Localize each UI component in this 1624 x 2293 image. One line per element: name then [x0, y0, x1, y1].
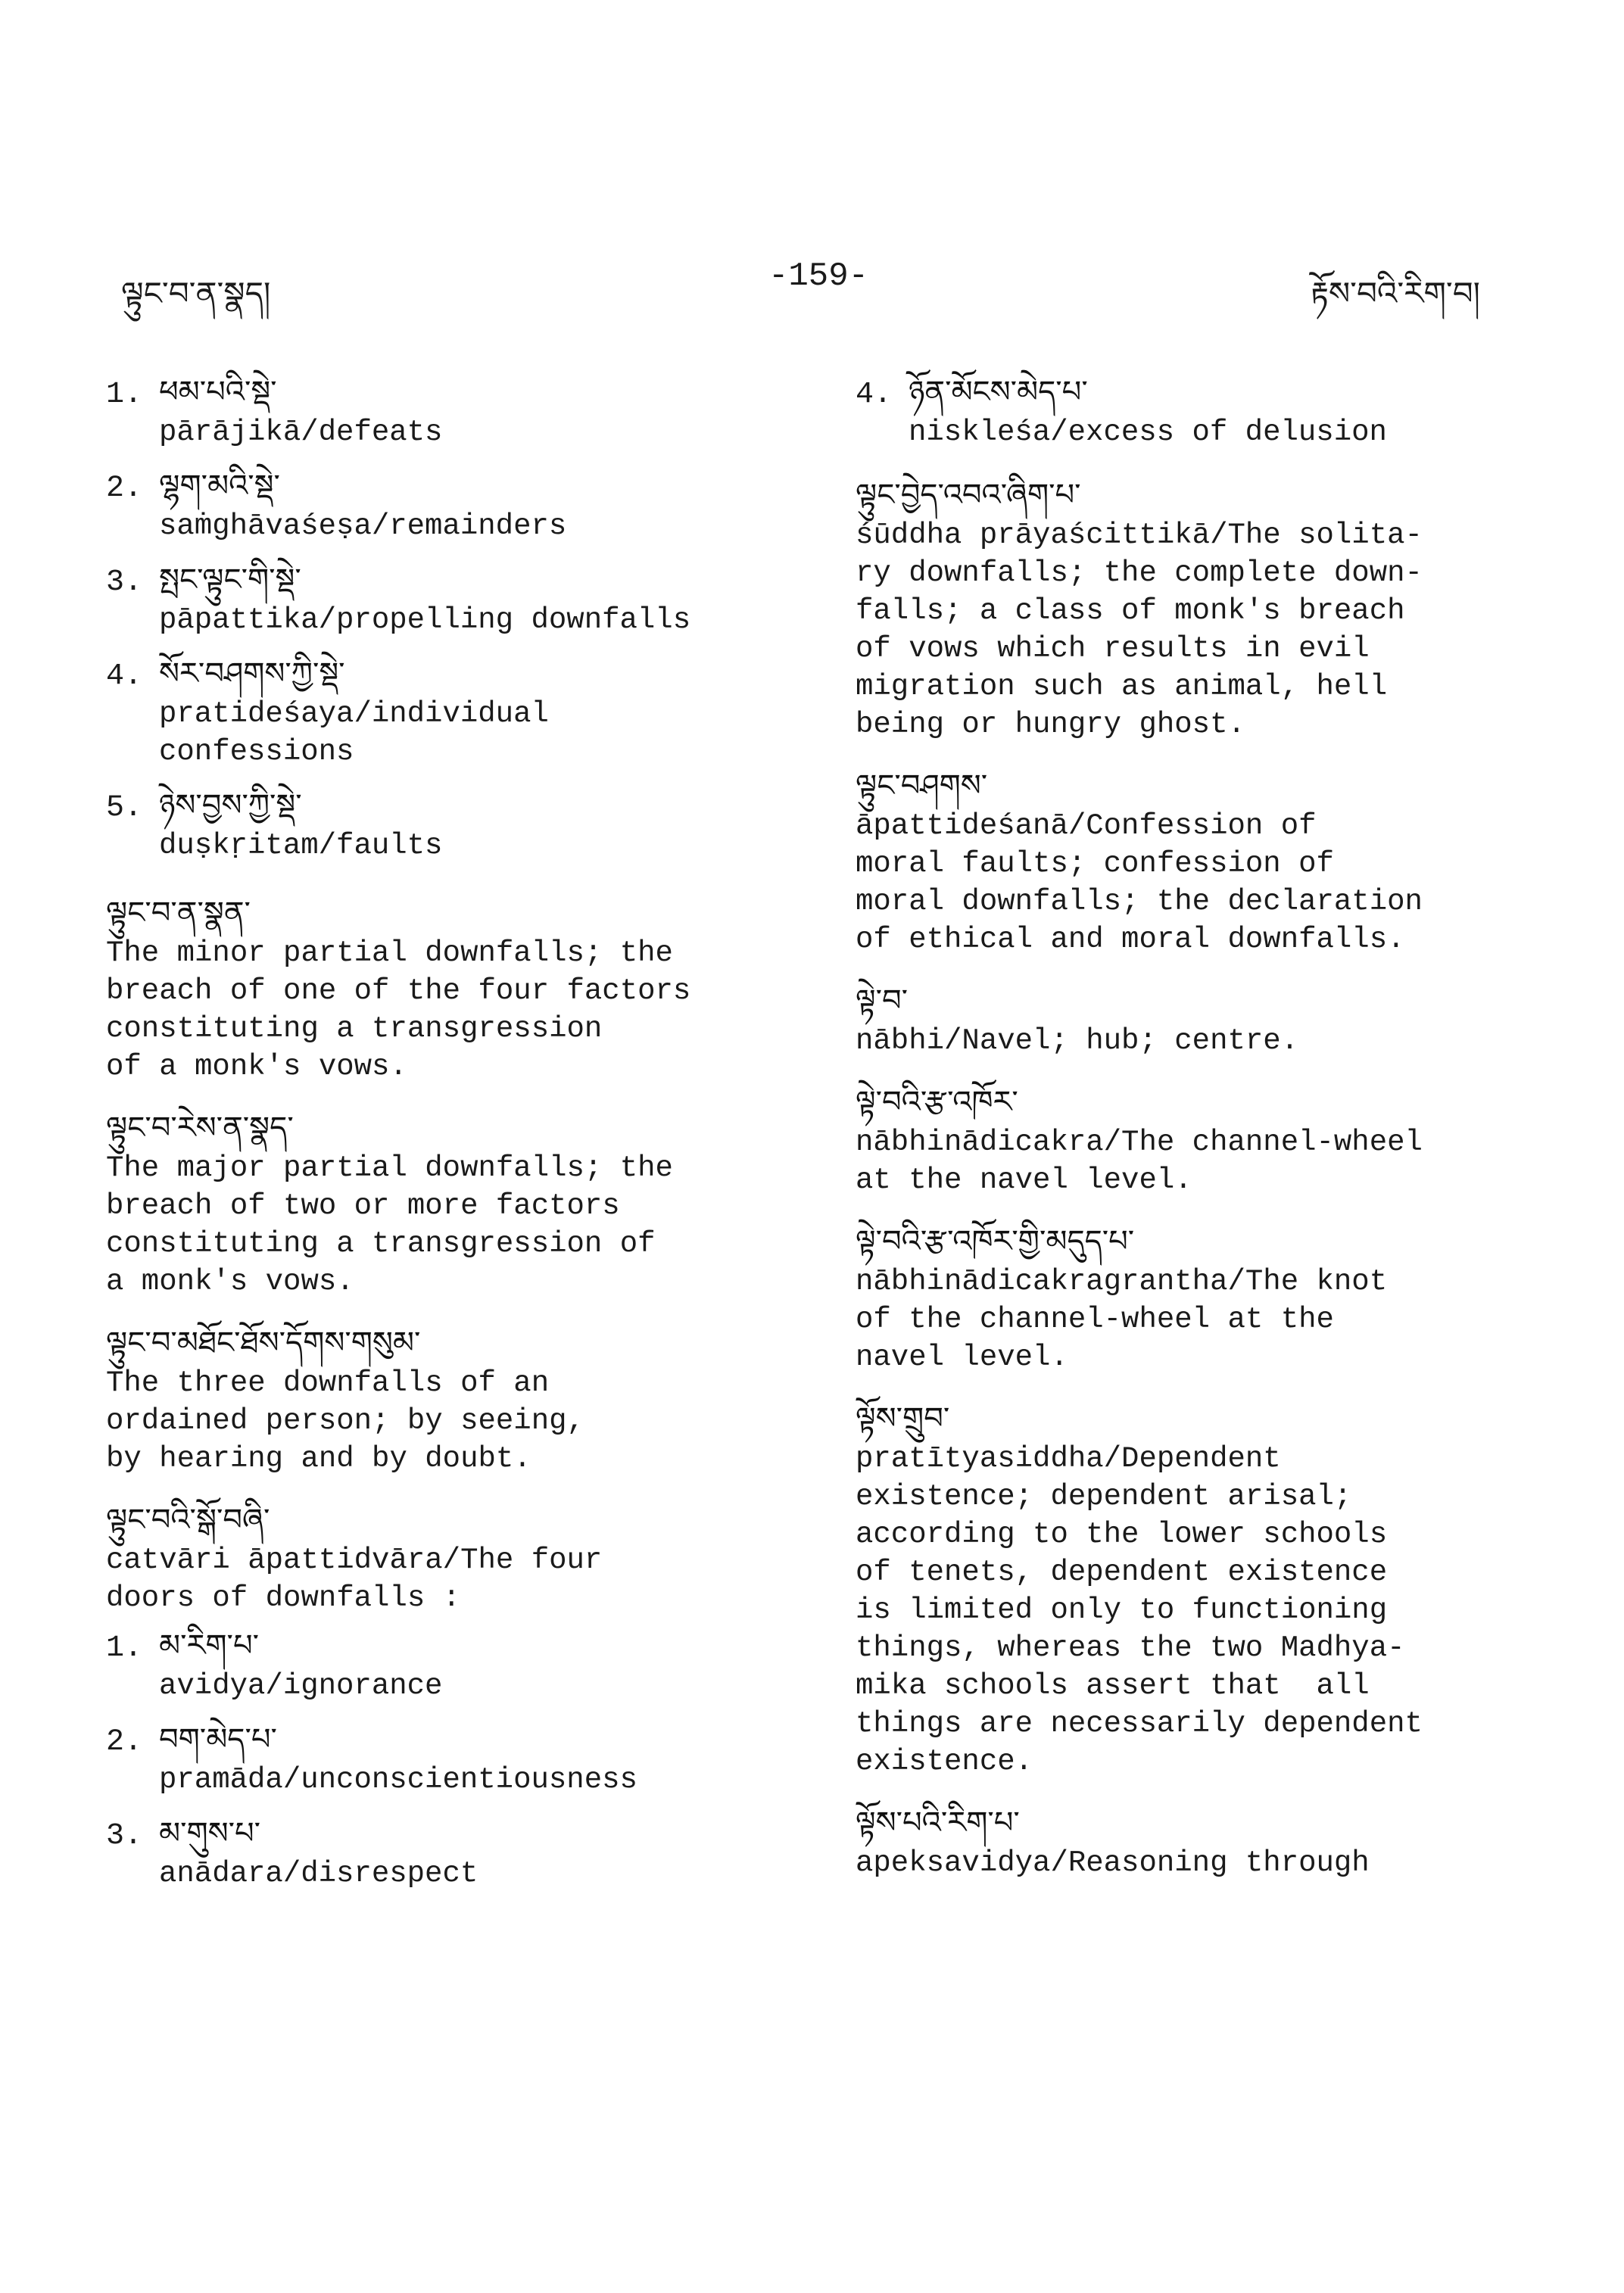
numbered-list-doors: [106, 1625, 787, 1893]
definition: apeksavidya/Reasoning through: [856, 1846, 1370, 1880]
definition: pārājikā/defeats: [159, 416, 443, 449]
dictionary-entry: [856, 980, 1522, 1060]
tibetan-term: ཕམ་པའི་སྡེ་: [159, 375, 277, 410]
definition: nābhi/Navel; hub; centre.: [856, 1024, 1299, 1058]
definition: nābhinādicakragrantha/The knot of the channel-wheel at the navel level.: [856, 1265, 1388, 1374]
page-number: -159-: [768, 257, 869, 295]
tibetan-term: ཉོན་མོངས་མེད་པ་: [909, 375, 1088, 410]
definition: pāpattika/propelling downfalls: [159, 603, 691, 637]
numbered-list-categories: [106, 371, 787, 865]
item-number: 1.: [106, 1631, 143, 1665]
tibetan-term: ལྟུང་བ་ན་སྣན་: [106, 896, 251, 930]
tibetan-term: ལྟུང་བྱེད་འབའ་ཞིག་པ་: [856, 478, 1081, 512]
list-item: [106, 784, 787, 865]
left-column: [106, 371, 787, 1906]
item-number: 3.: [106, 1819, 143, 1853]
list-item: [106, 653, 787, 771]
tibetan-term: ལྟེ་བའི་རྩ་འཁོར་: [856, 1085, 1018, 1120]
dictionary-entry: [856, 1081, 1522, 1199]
definition: āpattideśanā/Confession of moral faults; confession of moral downfalls; the declaration of ethical and moral downfalls.: [856, 809, 1423, 956]
item-number: 4.: [106, 659, 143, 693]
definition: pratideśaya/individual confessions: [159, 697, 549, 768]
definition: catvāri āpattidvāra/The four doors of downfalls :: [106, 1544, 603, 1615]
tibetan-term: ཉེས་བྱས་ཀྱི་སྡེ་: [159, 788, 302, 823]
running-head-left: ལྟུང་བ་ན་སྣད།: [121, 275, 271, 312]
dictionary-entry: [856, 1220, 1522, 1376]
list-item: [106, 559, 787, 639]
tibetan-term: ལྟུང་བཤགས་: [856, 768, 988, 803]
definition: The minor partial downfalls; the breach of one of the four factors constituting a transgression of a monk's vows.: [106, 936, 691, 1083]
definition: duṣkṛitam/faults: [159, 829, 443, 862]
right-column: [856, 371, 1522, 1903]
tibetan-term: ལྟེ་བ་: [856, 983, 909, 1018]
dictionary-entry: [106, 892, 787, 1086]
definition: avidya/ignorance: [159, 1669, 443, 1703]
tibetan-term: ལྟུང་བ་རེས་ན་སྣད་: [106, 1111, 294, 1145]
definition: śūddha prāyaścittikā/The solita- ry downfalls; the complete down- falls; a class of monk's breach of vows which results in evil migration such as animal, hell being or hungry ghost.: [856, 519, 1423, 741]
dictionary-entry: [106, 1107, 787, 1301]
tibetan-term: སོར་བཤགས་ཀྱི་སྡེ་: [159, 656, 345, 691]
tibetan-term: ལྷག་མའི་སྡེ་: [159, 469, 280, 503]
definition: anādara/disrespect: [159, 1857, 478, 1890]
list-item: [106, 1625, 787, 1705]
definition: pratītyasiddha/Dependent existence; dependent arisal; according to the lower schools of tenets, dependent existence is limited only to functioning things, whereas the two Madhya- mika schools assert that all things are necessarily dependent existence.: [856, 1442, 1423, 1778]
definition: niskleśa/excess of delusion: [909, 416, 1387, 449]
list-item: [106, 465, 787, 545]
item-number: 5.: [106, 791, 143, 825]
tibetan-term: སྤང་ལྟུང་གི་སྡེ་: [159, 562, 301, 597]
definition: The major partial downfalls; the breach of two or more factors constituting a transgression of a monk's vows.: [106, 1151, 673, 1298]
dictionary-entry: [856, 1802, 1522, 1882]
tibetan-term: མ་རིག་པ་: [159, 1628, 259, 1663]
tibetan-term: ལྟེ་བའི་རྩ་འཁོར་གྱི་མདུད་པ་: [856, 1224, 1135, 1259]
dictionary-entry: [106, 1499, 787, 1617]
item-number: 4.: [856, 378, 893, 412]
tibetan-term: ལྟོས་གྲུབ་: [856, 1401, 950, 1436]
dictionary-entry: [856, 474, 1522, 743]
tibetan-term: མ་གུས་པ་: [159, 1816, 261, 1851]
tibetan-term: ལྟུང་བའི་སྒོ་བཞི་: [106, 1503, 270, 1537]
list-item: [106, 371, 787, 451]
tibetan-term: བག་མེད་པ་: [159, 1722, 277, 1757]
definition: The three downfalls of an ordained person; by seeing, by hearing and by doubt.: [106, 1366, 584, 1475]
list-item: [856, 371, 1522, 451]
definition: nābhinādicakra/The channel-wheel at the navel level.: [856, 1126, 1423, 1197]
item-number: 2.: [106, 472, 143, 506]
list-item: [106, 1812, 787, 1893]
list-item: [106, 1718, 787, 1799]
tibetan-term: ལྟུང་བ་མཐོང་ཐོས་དོགས་གསུམ་: [106, 1326, 421, 1360]
item-number: 2.: [106, 1725, 143, 1759]
item-number: 3.: [106, 565, 143, 600]
item-number: 1.: [106, 378, 143, 412]
tibetan-term: ལྟོས་པའི་རིག་པ་: [856, 1805, 1020, 1840]
dictionary-entry: [856, 765, 1522, 958]
definition: saṁghāvaśeṣa/remainders: [159, 509, 567, 543]
running-head-right: རྟོས་བའི་རིག་བ།: [1310, 275, 1480, 312]
dictionary-entry: [106, 1322, 787, 1478]
definition: pramāda/unconscientiousness: [159, 1763, 637, 1796]
dictionary-entry: [856, 1397, 1522, 1781]
